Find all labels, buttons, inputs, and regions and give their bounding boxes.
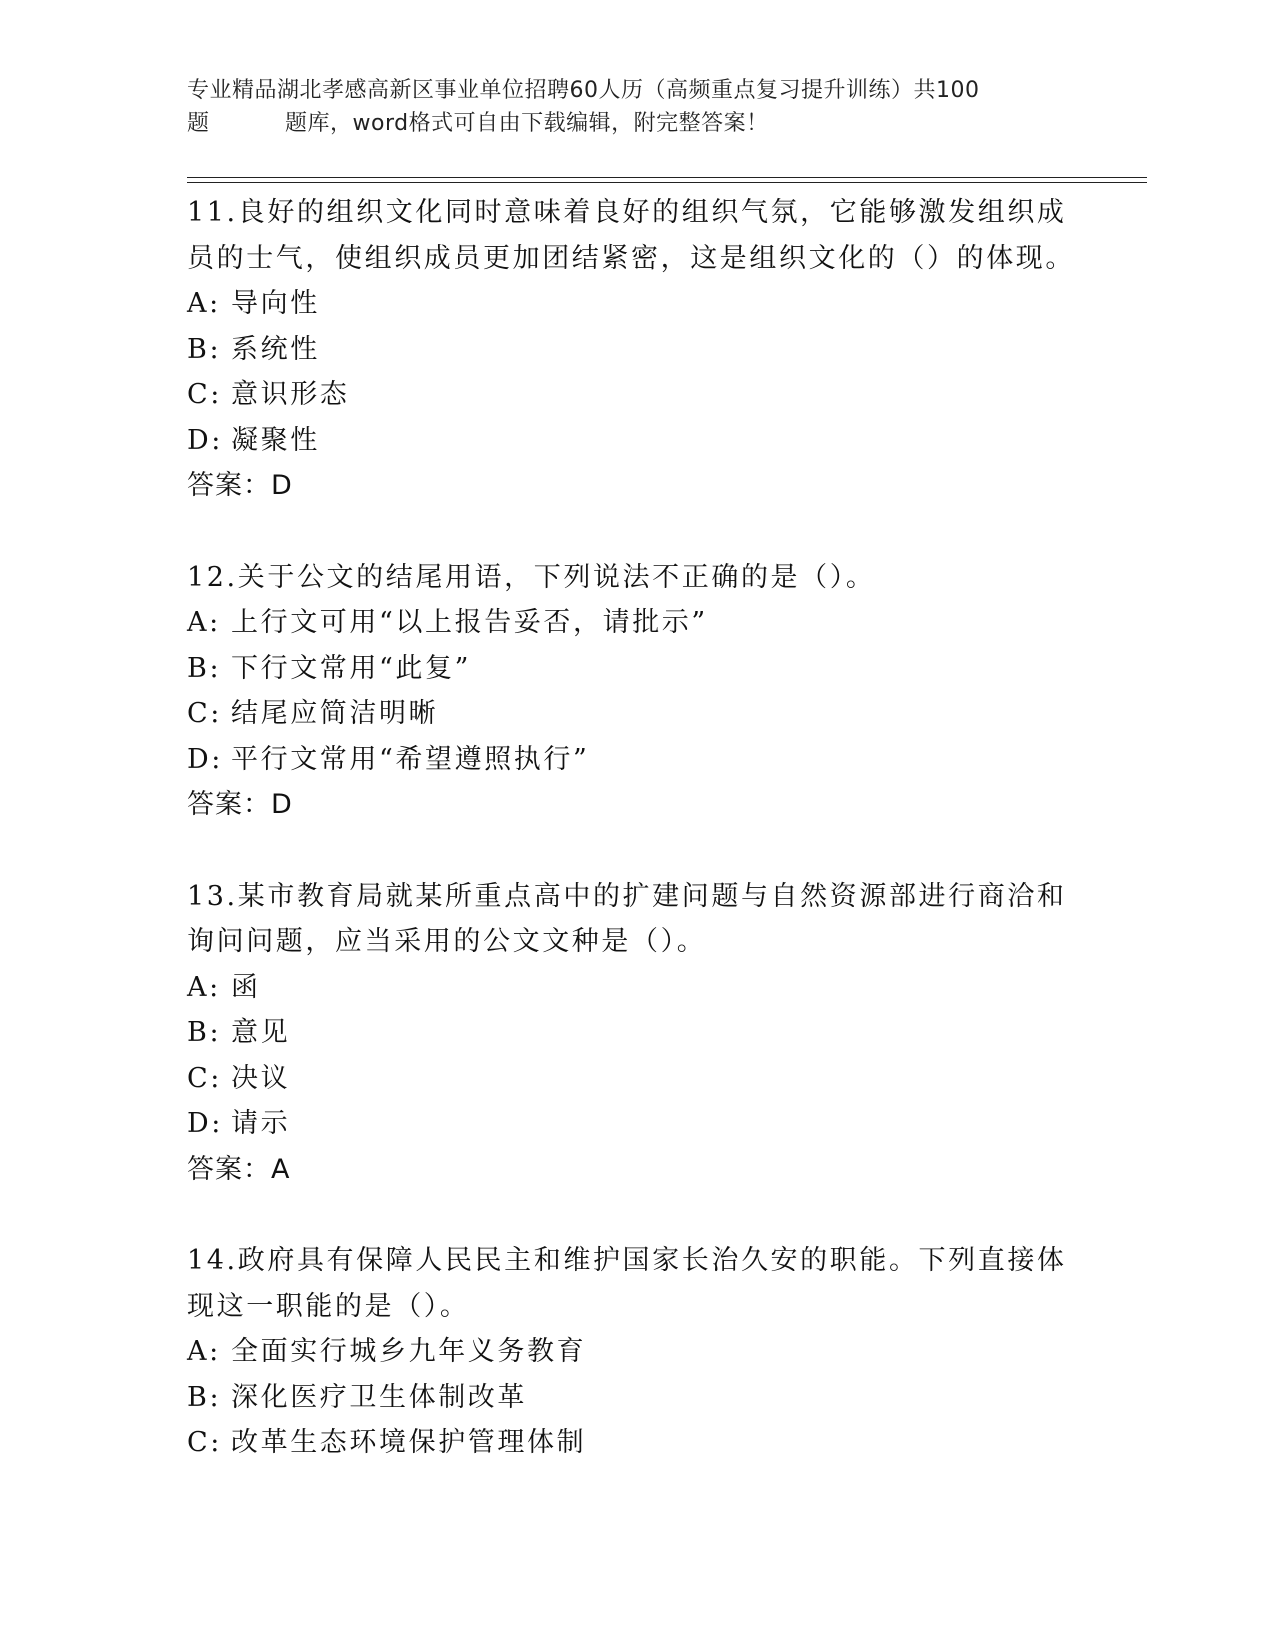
- option-letter: D:: [187, 1108, 223, 1139]
- option-c: [187, 1056, 1087, 1102]
- option-b: [187, 1375, 1087, 1421]
- question-14: [187, 1238, 1087, 1466]
- header-divider-bottom: [187, 182, 1147, 183]
- header-divider-top: [187, 177, 1147, 178]
- option-letter: A:: [187, 288, 221, 319]
- option-letter: A:: [187, 1336, 221, 1367]
- option-letter: D:: [187, 424, 223, 456]
- option-text: 深化医疗卫生体制改革: [231, 1381, 527, 1413]
- option-letter: A:: [187, 971, 221, 1003]
- option-letter: A:: [187, 607, 221, 638]
- option-b: [187, 327, 1087, 373]
- option-letter: C:: [187, 1427, 222, 1458]
- option-letter: B:: [187, 652, 222, 684]
- option-letter: B:: [187, 333, 222, 365]
- option-letter: C:: [187, 698, 222, 729]
- option-text: 改革生态环境保护管理体制: [231, 1427, 587, 1458]
- option-text: 凝聚性: [231, 424, 320, 456]
- option-c: [187, 372, 1087, 418]
- option-text: 函: [231, 971, 261, 1003]
- header-title-line: 专业精品湖北孝感高新区事业单位招聘60人历（高频重点复习提升训练）共100: [187, 78, 980, 103]
- option-c: [187, 1420, 1087, 1466]
- option-b: [187, 646, 1087, 692]
- option-d: [187, 418, 1087, 464]
- answer-line: 答案：D: [187, 470, 293, 501]
- question-text: 11.良好的组织文化同时意味着良好的组织气氛，它能够激发组织成员的士气，使组织成员更加团结紧密，这是组织文化的（）的体现。: [187, 197, 1075, 274]
- option-text: 平行文常用“希望遵照执行”: [231, 743, 590, 775]
- question-text: 14.政府具有保障人民民主和维护国家长治久安的职能。下列直接体现这一职能的是（）。: [187, 1245, 1067, 1322]
- option-text: 决议: [231, 1062, 291, 1094]
- option-c: [187, 691, 1087, 737]
- option-text: 上行文可用“以上报告妥否，请批示”: [231, 607, 708, 638]
- question-text: 13.某市教育局就某所重点高中的扩建问题与自然资源部进行商洽和询问问题，应当采用的公文文种是（）。: [187, 880, 1067, 957]
- question-11: [187, 190, 1087, 509]
- header-subtitle-text: 题库，word格式可自由下载编辑，附完整答案！: [285, 111, 769, 136]
- option-text: 系统性: [231, 333, 320, 365]
- question-13: [187, 874, 1087, 1193]
- option-a: [187, 1329, 1087, 1375]
- option-a: [187, 281, 1087, 327]
- option-text: 意见: [231, 1017, 291, 1048]
- option-letter: B:: [187, 1381, 222, 1413]
- question-12: [187, 555, 1087, 828]
- option-a: [187, 965, 1087, 1011]
- question-text: 12.关于公文的结尾用语，下列说法不正确的是（）。: [187, 561, 876, 593]
- answer-line: 答案：D: [187, 789, 293, 820]
- option-text: 结尾应简洁明晰: [231, 698, 439, 729]
- option-letter: D:: [187, 743, 223, 775]
- option-text: 导向性: [231, 288, 320, 319]
- document-header: [187, 74, 1087, 140]
- answer-line: 答案：A: [187, 1153, 291, 1185]
- option-text: 意识形态: [231, 379, 350, 410]
- question-list: [187, 190, 1087, 1512]
- option-text: 全面实行城乡九年义务教育: [231, 1336, 587, 1367]
- option-text: 下行文常用“此复”: [231, 652, 472, 684]
- option-b: [187, 1010, 1087, 1056]
- header-subtitle-lead: 题: [187, 111, 210, 136]
- option-letter: C:: [187, 379, 222, 410]
- option-letter: C:: [187, 1062, 222, 1094]
- option-d: [187, 737, 1087, 783]
- option-a: [187, 600, 1087, 646]
- option-text: 请示: [231, 1108, 291, 1139]
- option-d: [187, 1101, 1087, 1147]
- header-subtitle-line: [187, 107, 1087, 140]
- option-letter: B:: [187, 1017, 222, 1048]
